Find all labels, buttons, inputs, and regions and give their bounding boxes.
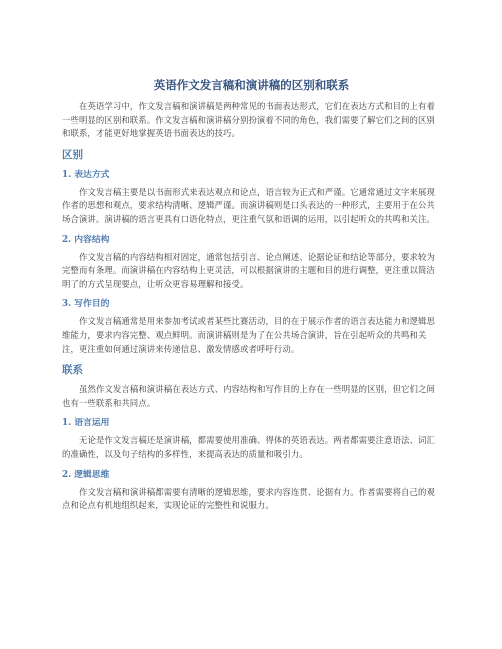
subsection-heading-purpose: 3. 写作目的 [62, 299, 110, 310]
subsection-heading-language: 1. 语言运用 [62, 418, 110, 429]
subsection-heading-structure: 2. 内容结构 [62, 234, 110, 245]
subsection-paragraph-purpose: 作文发言稿通常是用来参加考试或者某些比赛活动，目的在于展示作者的语言表达能力和逻辑思维能力，要求内容完整、观点鲜明。而演讲稿则是为了在公共场合演讲，旨在引起听众的共鸣和关注，更注重如何通过演讲来传递信息、激发情感或者呼吁行动。 [62, 316, 435, 354]
document-title: 英语作文发言稿和演讲稿的区别和联系 [153, 78, 350, 92]
section-heading-differences: 区别 [62, 148, 83, 161]
subsection-heading-expression: 1. 表达方式 [62, 169, 110, 180]
intro-paragraph: 在英语学习中，作文发言稿和演讲稿是两种常见的书面表达形式，它们在表达方式和目的上有着一些明显的区别和联系。作文发言稿和演讲稿分别扮演着不同的角色，我们需要了解它们之间的区别和联系，才能更好地掌握英语书面表达的技巧。 [62, 101, 435, 139]
connections-intro-paragraph: 虽然作文发言稿和演讲稿在表达方式、内容结构和写作目的上存在一些明显的区别，但它们之间也有一些联系和共同点。 [62, 384, 435, 408]
section-heading-connections: 联系 [62, 364, 83, 377]
subsection-paragraph-expression: 作文发言稿主要是以书面形式来表达观点和论点，语言较为正式和严谨。它通常通过文字来展现作者的思想和观点，要求结构清晰、逻辑严谨。而演讲稿则是口头表达的一种形式，主要用于在公共场合演讲。演讲稿的语言更具有口语化特点，更注重气氛和语调的运用，以引起听众的共鸣和关注。 [62, 186, 435, 224]
subsection-paragraph-language: 无论是作文发言稿还是演讲稿，都需要使用准确、得体的英语表达。两者都需要注意语法、词汇的准确性，以及句子结构的多样性，来提高表达的质量和吸引力。 [62, 435, 435, 459]
subsection-heading-logic: 2. 逻辑思维 [62, 469, 110, 480]
subsection-paragraph-structure: 作文发言稿的内容结构相对固定，通常包括引言、论点阐述、论据论证和结论等部分，要求较为完整而有条理。而演讲稿在内容结构上更灵活，可以根据演讲的主题和目的进行调整，更注重以简洁明了的方式呈现要点，让听众更容易理解和接受。 [62, 251, 435, 289]
subsection-paragraph-logic: 作文发言稿和演讲稿都需要有清晰的逻辑思维，要求内容连贯、论据有力。作者需要将自己的观点和论点有机地组织起来，实现论证的完整性和说服力。 [62, 486, 435, 511]
